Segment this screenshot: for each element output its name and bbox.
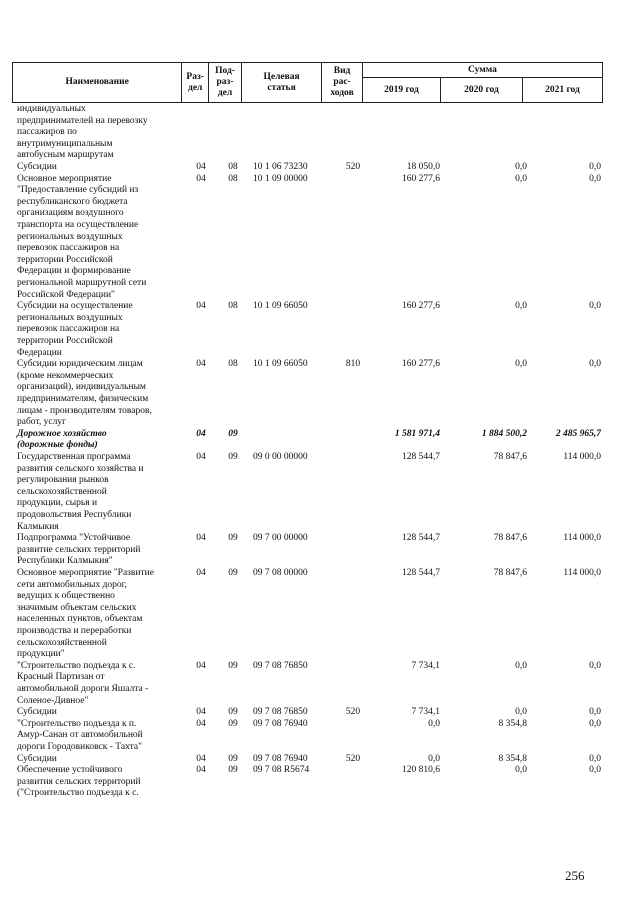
row-target: 09 7 08 76850 — [253, 707, 308, 718]
row-name: Субсидии — [17, 707, 57, 718]
row-subsection: 09 — [228, 765, 238, 776]
row-2019: 18 050,0 — [406, 162, 440, 172]
row-expense: 520 — [345, 162, 361, 172]
row-2019: 0,0 — [428, 718, 440, 729]
table-row — [0, 162, 640, 174]
row-section: 04 — [196, 753, 206, 764]
table-row — [0, 719, 640, 754]
row-2019: 160 277,6 — [402, 301, 440, 312]
header-2019: 2019 год — [362, 78, 440, 103]
row-target: 10 1 09 00000 — [253, 173, 308, 184]
row-expense: 520 — [345, 707, 361, 718]
row-name: Основное мероприятие "Развитие сети автомобильных дорог, ведущих к общественно значимым объектам сельских населенных пунктов, объектам производства и переработки сельскохозяйственной продукции" — [17, 567, 154, 660]
header-name: Наименование — [13, 63, 182, 103]
row-2021: 114 000,0 — [563, 451, 601, 462]
row-target: 09 7 08 R5674 — [253, 765, 310, 776]
row-target: 10 1 09 66050 — [253, 301, 308, 312]
row-section: 04 — [196, 162, 206, 172]
table-row — [0, 301, 640, 359]
row-subsection: 08 — [228, 173, 238, 184]
row-target: 10 1 09 66050 — [253, 359, 308, 370]
row-name: Основное мероприятие "Предоставление субсидий из республиканского бюджета организациям воздушного транспорта на осуществление региональных воздушных перевозок пассажиров на территории Российской Федерации и формирование региональной маршрутной сети Российской Федерации" — [17, 173, 147, 300]
table-row — [0, 661, 640, 707]
row-2020: 0,0 — [515, 301, 527, 312]
row-target: 09 7 00 00000 — [253, 533, 308, 544]
table-body — [0, 104, 640, 800]
row-2021: 2 485 965,7 — [555, 428, 601, 439]
row-2019: 128 544,7 — [402, 567, 440, 578]
table-row — [0, 104, 640, 162]
row-2021: 0,0 — [589, 753, 601, 764]
row-subsection: 09 — [228, 718, 238, 729]
row-2020: 0,0 — [515, 359, 527, 370]
row-section: 04 — [196, 718, 206, 729]
header-2021: 2021 год — [522, 78, 602, 103]
row-section: 04 — [196, 707, 206, 718]
row-2021: 0,0 — [589, 718, 601, 729]
table-row — [0, 754, 640, 766]
row-name: "Строительство подъезда к п. Амур-Санан от автомобильной дороги Городовиковск - Тахта" — [17, 718, 143, 752]
header-subsection: Под- раз- дел — [209, 63, 242, 103]
row-2019: 120 810,6 — [402, 765, 440, 776]
row-2021: 114 000,0 — [563, 533, 601, 544]
row-name: Подпрограмма "Устойчивое развитие сельских территорий Республики Калмыкия" — [17, 533, 141, 567]
row-2020: 78 847,6 — [493, 533, 527, 544]
table-row — [0, 429, 640, 452]
row-name: Дорожное хозяйство (дорожные фонды) — [17, 428, 107, 451]
row-expense: 810 — [345, 359, 361, 370]
row-name: Государственная программа развития сельского хозяйства и регулирования рынков сельскохозяйственной продукции, сырья и продовольствия Республики Калмыкия — [17, 451, 144, 532]
row-2020: 0,0 — [515, 707, 527, 718]
row-2020: 0,0 — [515, 765, 527, 776]
row-section: 04 — [196, 533, 206, 544]
row-2021: 0,0 — [589, 301, 601, 312]
header-2020: 2020 год — [440, 78, 522, 103]
row-target: 09 7 08 76940 — [253, 718, 308, 729]
row-section: 04 — [196, 765, 206, 776]
row-subsection: 09 — [228, 451, 238, 462]
row-subsection: 08 — [228, 359, 238, 370]
row-2021: 0,0 — [589, 162, 601, 172]
header-section: Раз- дел — [182, 63, 209, 103]
row-target: 10 1 06 73230 — [253, 162, 308, 172]
row-name: Субсидии — [17, 753, 57, 764]
row-2020: 0,0 — [515, 173, 527, 184]
row-2019: 128 544,7 — [402, 533, 440, 544]
row-target: 09 7 08 76940 — [253, 753, 308, 764]
table-row — [0, 533, 640, 568]
row-name: "Строительство подъезда к с. Красный Партизан от автомобильной дороги Яшалта - Соленое-Дивное" — [17, 660, 149, 706]
row-2020: 0,0 — [515, 162, 527, 172]
row-2019: 1 581 971,4 — [394, 428, 440, 439]
table-row — [0, 707, 640, 719]
row-2019: 0,0 — [428, 753, 440, 764]
row-2019: 160 277,6 — [402, 173, 440, 184]
row-2021: 0,0 — [589, 707, 601, 718]
row-subsection: 09 — [228, 428, 238, 439]
row-2021: 0,0 — [589, 173, 601, 184]
row-2020: 0,0 — [515, 660, 527, 671]
page-number: 256 — [565, 868, 585, 883]
row-2021: 114 000,0 — [563, 567, 601, 578]
row-name: Субсидии на осуществление региональных воздушных перевозок пассажиров на территории Российской Федерации — [17, 301, 133, 358]
row-expense: 520 — [345, 753, 361, 764]
row-name: Обеспечение устойчивого развития сельских территорий ("Строительство подъезда к с. — [17, 765, 141, 799]
row-2020: 78 847,6 — [493, 567, 527, 578]
row-subsection: 08 — [228, 162, 238, 172]
table-row — [0, 765, 640, 800]
row-target: 09 0 00 00000 — [253, 451, 308, 462]
row-subsection: 09 — [228, 753, 238, 764]
row-2019: 160 277,6 — [402, 359, 440, 370]
row-2020: 1 884 500,2 — [481, 428, 527, 439]
row-name: Субсидии юридическим лицам (кроме некоммерческих организаций), индивидуальным предпринимателям, физическим лицам - производителям товаров, работ, услуг — [17, 359, 152, 428]
header-sum: Сумма — [362, 63, 602, 78]
row-section: 04 — [196, 567, 206, 578]
row-section: 04 — [196, 173, 206, 184]
row-subsection: 09 — [228, 660, 238, 671]
row-subsection: 09 — [228, 533, 238, 544]
header-expense: Вид рас- ходов — [322, 63, 363, 103]
row-subsection: 08 — [228, 301, 238, 312]
row-section: 04 — [196, 301, 206, 312]
row-2021: 0,0 — [589, 765, 601, 776]
row-subsection: 09 — [228, 707, 238, 718]
table-row — [0, 174, 640, 302]
row-name: индивидуальных предпринимателей на перевозку пассажиров по внутримуниципальным автобусным маршрутам — [17, 104, 148, 161]
row-2020: 8 354,8 — [498, 753, 527, 764]
row-name: Субсидии — [17, 162, 57, 172]
table-row — [0, 568, 640, 661]
row-section: 04 — [196, 428, 206, 439]
table-row — [0, 359, 640, 429]
row-section: 04 — [196, 660, 206, 671]
row-section: 04 — [196, 359, 206, 370]
row-2021: 0,0 — [589, 359, 601, 370]
row-2020: 78 847,6 — [493, 451, 527, 462]
row-target: 09 7 08 76850 — [253, 660, 308, 671]
row-subsection: 09 — [228, 567, 238, 578]
header-target: Целевая статья — [241, 63, 321, 103]
row-2019: 7 734,1 — [411, 660, 440, 671]
row-2021: 0,0 — [589, 660, 601, 671]
row-2020: 8 354,8 — [498, 718, 527, 729]
row-section: 04 — [196, 451, 206, 462]
row-target: 09 7 08 00000 — [253, 567, 308, 578]
row-2019: 7 734,1 — [411, 707, 440, 718]
table-header — [12, 62, 603, 103]
row-2019: 128 544,7 — [402, 451, 440, 462]
table-row — [0, 452, 640, 533]
